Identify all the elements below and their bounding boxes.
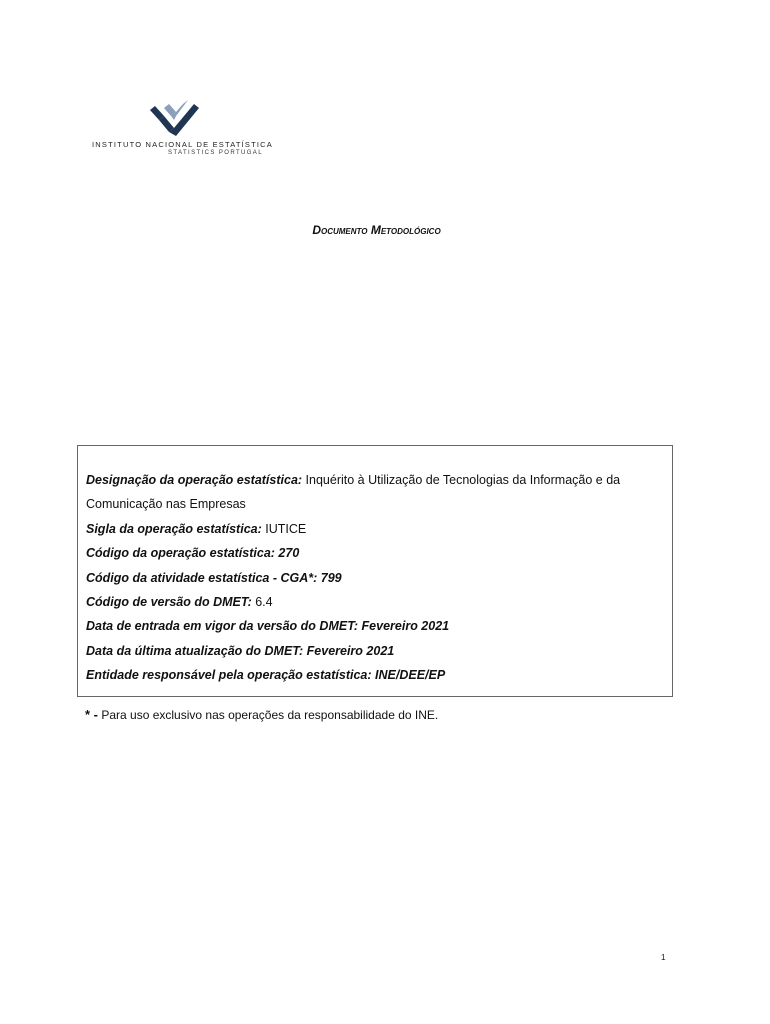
- metadata-line: [86, 614, 664, 638]
- metadata-label: Entidade responsável pela operação estatística:: [86, 668, 372, 683]
- footnote-text: Para uso exclusivo nas operações da responsabilidade do INE.: [101, 708, 439, 722]
- footnote: [85, 707, 438, 722]
- logo-institute-name: INSTITUTO NACIONAL DE ESTATÍSTICA: [92, 140, 274, 149]
- metadata-line: [86, 663, 664, 687]
- metadata-value: IUTICE: [265, 521, 307, 536]
- metadata-label: Código de versão do DMET:: [86, 595, 252, 610]
- metadata-value: Fevereiro 2021: [306, 643, 395, 658]
- document-title: Documento Metodológico: [312, 223, 441, 237]
- ine-logo-mark-icon: [150, 100, 202, 138]
- metadata-label: Código da operação estatística:: [86, 546, 275, 561]
- metadata-value: 6.4: [255, 595, 273, 610]
- metadata-value: Inquérito à Utilização de Tecnologias da Informação e da: [305, 473, 621, 487]
- ine-logo: [90, 100, 274, 160]
- metadata-label: Código da atividade estatística - CGA*:: [86, 570, 318, 585]
- page-number: 1: [661, 953, 666, 962]
- metadata-line: [86, 566, 664, 590]
- metadata-value: Fevereiro 2021: [361, 619, 450, 634]
- metadata-box: [77, 445, 673, 697]
- metadata-line: [86, 541, 664, 565]
- metadata-label: Designação da operação estatística:: [86, 473, 303, 487]
- metadata-line: [86, 517, 664, 541]
- metadata-label: Data de entrada em vigor da versão do DMET:: [86, 619, 359, 634]
- metadata-value: INE/DEE/EP: [375, 668, 446, 683]
- logo-subtitle: STATISTICS PORTUGAL: [168, 150, 263, 156]
- footnote-marker: * -: [85, 707, 98, 722]
- metadata-line: [86, 590, 664, 614]
- metadata-value: 270: [278, 546, 300, 561]
- metadata-value: Comunicação nas Empresas: [86, 497, 246, 512]
- metadata-line: [86, 639, 664, 663]
- metadata-label: Sigla da operação estatística:: [86, 521, 262, 536]
- metadata-label: Data da última atualização do DMET:: [86, 643, 304, 658]
- metadata-line: [86, 468, 664, 492]
- metadata-value: 799: [320, 570, 342, 585]
- metadata-line: [86, 492, 664, 516]
